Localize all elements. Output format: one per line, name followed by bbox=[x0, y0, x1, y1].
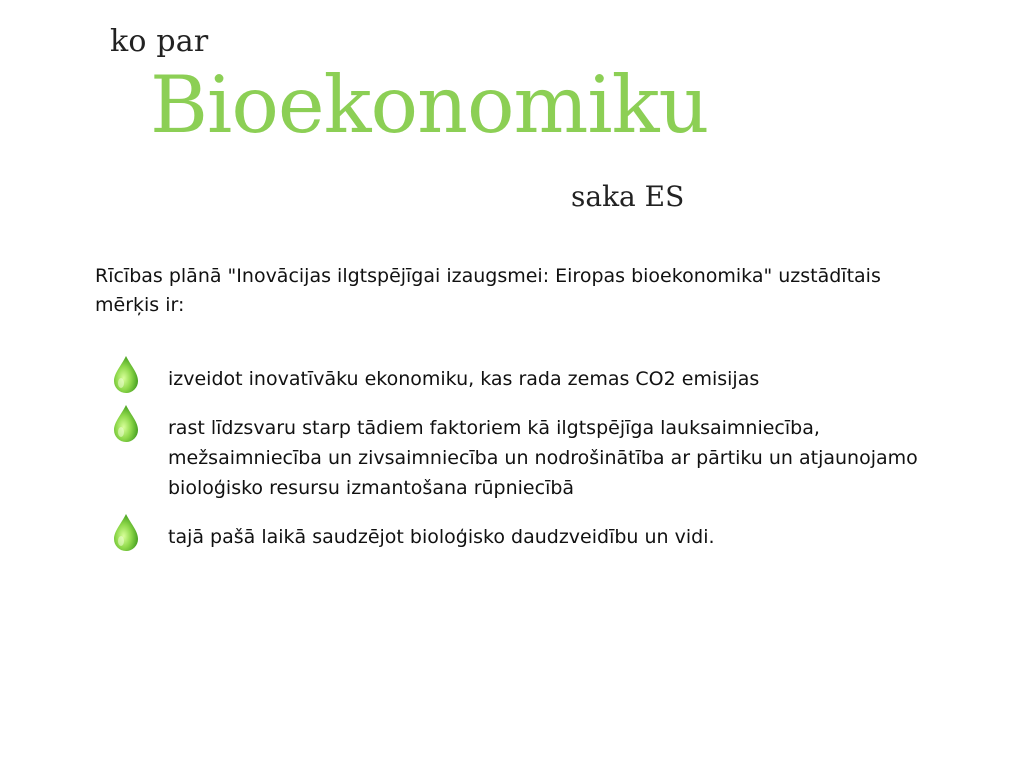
green-drop-icon bbox=[108, 403, 144, 445]
page-title: Bioekonomiku bbox=[150, 59, 709, 151]
bullet-list bbox=[108, 354, 928, 561]
list-item bbox=[108, 403, 928, 503]
list-item bbox=[108, 354, 928, 394]
bullet-text: rast līdzsvaru starp tādiem faktoriem kā ilgtspējīga lauksaimniecība, mežsaimniecība un zivsaimniecība un nodrošinātība ar pārtiku un atjaunojamo bioloģisko resursu izmantošana rūpniecībā bbox=[168, 417, 918, 499]
bullet-text: tajā pašā laikā saudzējot bioloģisko daudzveidību un vidi. bbox=[168, 526, 715, 548]
intro-paragraph: Rīcības plānā "Inovācijas ilgtspējīgai izaugsmei: Eiropas bioekonomika" uzstādītais mērķis ir: bbox=[95, 265, 881, 316]
list-item bbox=[108, 512, 928, 552]
title-subtitle: saka ES bbox=[571, 180, 685, 213]
green-drop-icon bbox=[108, 512, 144, 554]
bullet-text: izveidot inovatīvāku ekonomiku, kas rada zemas CO2 emisijas bbox=[168, 368, 760, 390]
title-kicker: ko par bbox=[110, 24, 209, 59]
green-drop-icon bbox=[108, 354, 144, 396]
